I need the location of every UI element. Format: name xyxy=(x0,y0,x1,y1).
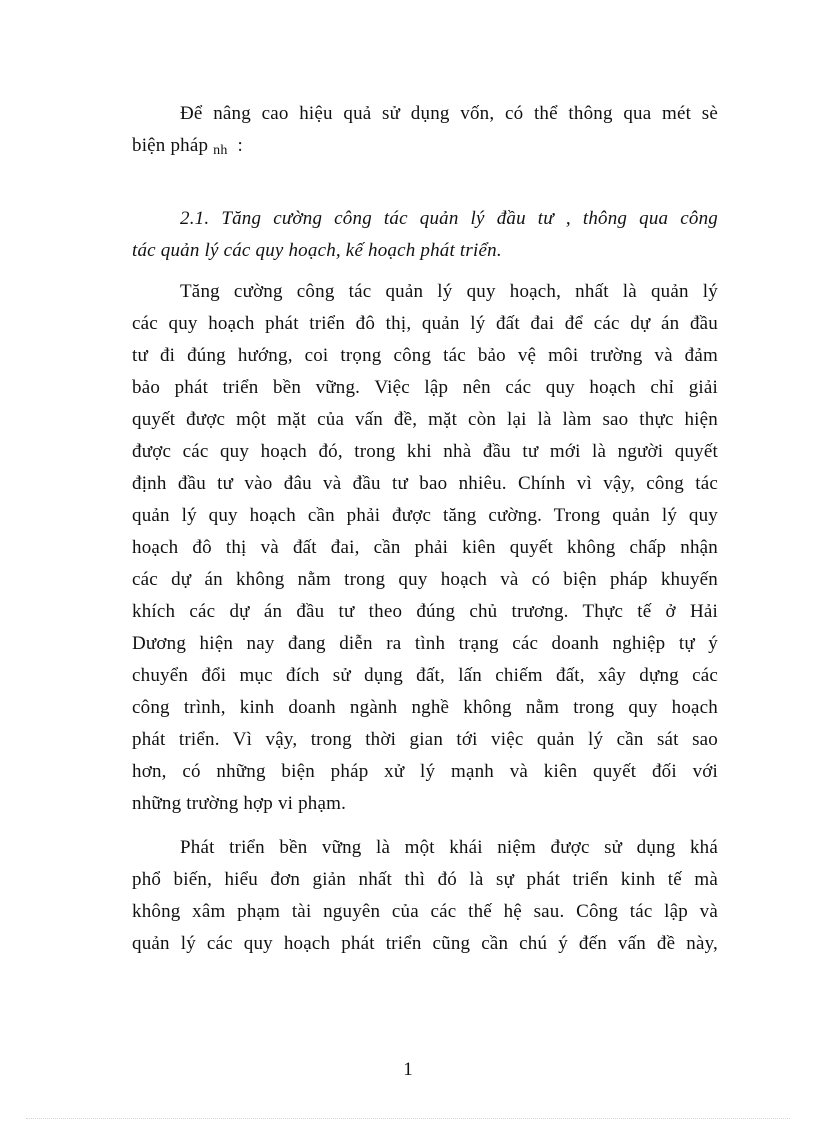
paragraph-line: khích các dự án đầu tư theo đúng chủ trương. Thực tế ở Hải xyxy=(132,601,718,622)
paragraph-line: công trình, kinh doanh ngành nghề không nằm trong quy hoạch xyxy=(132,697,718,718)
intro-line-2-main: biện pháp xyxy=(132,135,209,156)
intro-paragraph xyxy=(132,98,718,162)
paragraph-line: Tăng cường công tác quản lý quy hoạch, nhất là quản lý xyxy=(180,281,718,302)
paragraph-line: tư đi đúng hướng, coi trọng công tác bảo vệ môi trường và đảm xyxy=(132,345,718,366)
paragraph-line: hoạch đô thị và đất đai, cần phải kiên quyết không chấp nhận xyxy=(132,537,718,558)
paragraph-line: quản lý quy hoạch cần phải được tăng cường. Trong quản lý quy xyxy=(132,505,718,526)
intro-line-2-small: nh xyxy=(213,143,228,158)
intro-line-2 xyxy=(132,130,718,162)
paragraph-line: Phát triển bền vững là một khái niệm được sử dụng khá xyxy=(180,837,718,858)
page-bottom-divider xyxy=(26,1118,790,1119)
paragraph-line: quyết được một mặt của vấn đề, mặt còn lại là làm sao thực hiện xyxy=(132,409,718,430)
paragraph-line: những trường hợp vi phạm. xyxy=(132,793,347,814)
paragraph-line: các quy hoạch phát triển đô thị, quản lý đất đai để các dự án đầu xyxy=(132,313,718,334)
paragraph-line: không xâm phạm tài nguyên của các thế hệ sau. Công tác lập và xyxy=(132,901,718,922)
paragraph-line: được các quy hoạch đó, trong khi nhà đầu tư mới là người quyết xyxy=(132,441,718,462)
paragraph-line: hơn, có những biện pháp xử lý mạnh và kiên quyết đối với xyxy=(132,761,718,782)
paragraph-line: bảo phát triển bền vững. Việc lập nên các quy hoạch chỉ giải xyxy=(132,377,718,398)
paragraph-line: phổ biến, hiểu đơn giản nhất thì đó là sự phát triển kinh tế mà xyxy=(132,869,718,890)
paragraph-line: quản lý các quy hoạch phát triển cũng cần chú ý đến vấn đề này, xyxy=(132,933,718,954)
page-number: 1 xyxy=(403,1059,413,1080)
paragraph-2 xyxy=(132,832,718,960)
section-heading xyxy=(132,203,718,267)
paragraph-line: Dương hiện nay đang diễn ra tình trạng các doanh nghiệp tự ý xyxy=(132,633,718,654)
paragraph-line: chuyển đổi mục đích sử dụng đất, lấn chiếm đất, xây dựng các xyxy=(132,665,718,686)
intro-line-1: Để nâng cao hiệu quả sử dụng vốn, có thể thông qua mét sè xyxy=(180,103,718,124)
paragraph-1 xyxy=(132,276,718,820)
heading-line-1: 2.1. Tăng cường công tác quản lý đầu tư , thông qua công xyxy=(180,208,718,229)
paragraph-line: phát triển. Vì vậy, trong thời gian tới việc quản lý cần sát sao xyxy=(132,729,718,750)
intro-line-2-end: : xyxy=(237,135,243,156)
paragraph-line: định đầu tư vào đâu và đầu tư bao nhiêu. Chính vì vậy, công tác xyxy=(132,473,718,494)
paragraph-line: các dự án không nằm trong quy hoạch và có biện pháp khuyến xyxy=(132,569,718,590)
heading-line-2: tác quản lý các quy hoạch, kế hoạch phát triển. xyxy=(132,240,502,261)
